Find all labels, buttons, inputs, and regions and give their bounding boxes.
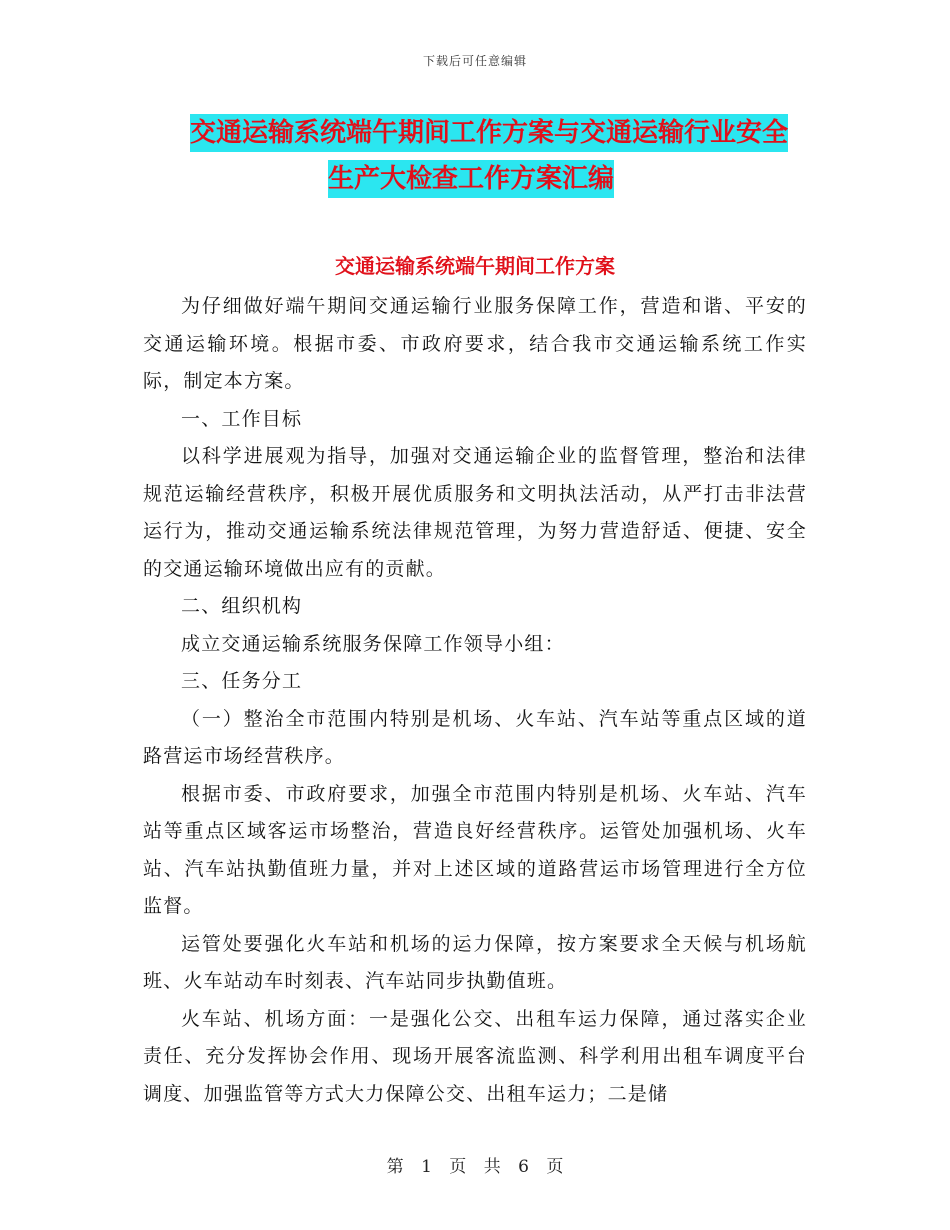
paragraph-capacity: 运管处要强化火车站和机场的运力保障，按方案要求全天候与机场航班、火车站动车时刻表、汽车站同步执勤值班。 bbox=[143, 932, 807, 992]
footer-page-number: 1 bbox=[421, 1157, 432, 1177]
paragraph-station-airport: 火车站、机场方面：一是强化公交、出租车运力保障，通过落实企业责任、充分发挥协会作用、现场开展客流监测、科学利用出租车调度平台调度、加强监管等方式大力保障公交、出租车运力；二是储 bbox=[143, 1007, 807, 1105]
footer-total-pages: 6 bbox=[518, 1157, 529, 1177]
title-line-2: 生产大检查工作方案汇编 bbox=[328, 160, 614, 198]
page-footer bbox=[0, 1152, 950, 1177]
footer-page-label: 页 bbox=[449, 1157, 467, 1177]
footer-total-label: 共 bbox=[483, 1157, 501, 1177]
paragraph-rectification: 根据市委、市政府要求，加强全市范围内特别是机场、火车站、汽车站等重点区域客运市场整治，营造良好经营秩序。运管处加强机场、火车站、汽车站执勤值班力量，并对上述区域的道路营运市场管理进行全方位监督。 bbox=[143, 782, 807, 917]
heading-work-goals: 一、工作目标 bbox=[181, 407, 303, 430]
paragraph-intro: 为仔细做好端午期间交通运输行业服务保障工作，营造和谐、平安的交通运输环境。根据市委、市政府要求，结合我市交通运输系统工作实际，制定本方案。 bbox=[143, 295, 807, 392]
document-body bbox=[143, 288, 807, 1113]
heading-task-division: 三、任务分工 bbox=[181, 670, 303, 692]
header-note: 下载后可任意编辑 bbox=[422, 54, 527, 68]
document-title bbox=[190, 110, 810, 202]
heading-organization: 二、组织机构 bbox=[181, 595, 303, 617]
paragraph-goals: 以科学进展观为指导，加强对交通运输企业的监督管理，整治和法律规范运输经营秩序，积极开展优质服务和文明执法活动，从严打击非法营运行为，推动交通运输系统法律规范管理，为努力营造舒适、便捷、安全的交通运输环境做出应有的贡献。 bbox=[143, 445, 807, 580]
footer-prefix: 第 bbox=[386, 1157, 404, 1177]
paragraph-task-1: （一）整治全市范围内特别是机场、火车站、汽车站等重点区域的道路营运市场经营秩序。 bbox=[143, 707, 807, 767]
footer-suffix: 页 bbox=[546, 1157, 564, 1177]
title-line-1: 交通运输系统端午期间工作方案与交通运输行业安全 bbox=[190, 114, 788, 152]
section-title: 交通运输系统端午期间工作方案 bbox=[335, 254, 615, 278]
paragraph-organization: 成立交通运输系统服务保障工作领导小组： bbox=[181, 632, 565, 655]
